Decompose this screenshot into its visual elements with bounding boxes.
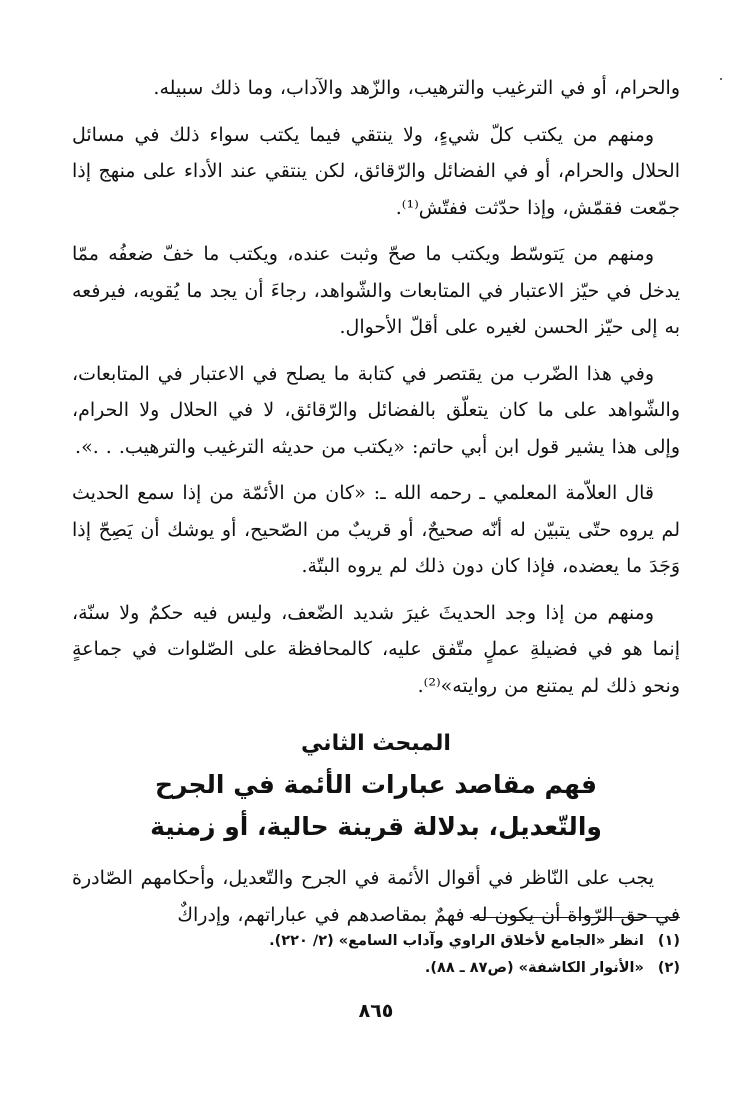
paragraph: ومنهم من يَتوسّط ويكتب ما صحّ وثبت عنده، ويكتب ما خفّ ضعفُه ممّا يدخل في حيّز الاعتبار في المتابعات والشّواهد، رجاءَ أن يجد ما يُقويه، فيرفعه به إلى حيّز الحسن لغيره على أقلّ الأحوال. xyxy=(72,243,680,338)
footnote-number: (١) xyxy=(657,933,680,949)
page-speck xyxy=(720,78,722,80)
footnote-text: انظر «الجامع لأخلاق الراوي وآداب السامع» (٢/ ٢٢٠). xyxy=(269,933,644,949)
paragraph: ومنهم من إذا وجد الحديثَ غيرَ شديد الضّعف، وليس فيه حكمٌ ولا سنّة، إنما هو في فضيلةِ عملٍ متّفق عليه، كالمحافظة على الصّلوات في جماعةٍ ونحو ذلك لم يمتنع من روايته»⁽²⁾. xyxy=(72,601,680,697)
paragraph-continuation: والحرام، أو في الترغيب والترهيب، والزّهد والآداب، وما ذلك سبيله. xyxy=(153,77,680,99)
footnotes xyxy=(72,928,680,982)
paragraph: وفي هذا الضّرب من يقتصر في كتابة ما يصلح في الاعتبار في المتابعات، والشّواهد على ما كان يتعلّق بالفضائل والرّقائق، لا في الحلال ولا الحرام، وإلى هذا يشير قول ابن أبي حاتم: «يكتب من حديثه الترغيب والترهيب. . .». xyxy=(72,362,680,458)
section-heading-line-2: فهم مقاصد عبارات الأئمة في الجرح xyxy=(154,770,598,799)
footnote-number: (٢) xyxy=(657,960,680,976)
section-heading-line-1: المبحث الثاني xyxy=(301,731,451,756)
footnote-separator xyxy=(470,917,680,918)
section-heading-line-3: والتّعديل، بدلالة قرينة حالية، أو زمنية xyxy=(150,812,602,841)
paragraph-closing: يجب على النّاظر في أقوال الأئمة في الجرح والتّعديل، وأحكامهم الصّادرة في حق الرّواة أن يكون له فهمٌ بمقاصدهم في عباراتهم، وإدراكٌ xyxy=(72,867,680,926)
footnote-2 xyxy=(72,955,680,982)
paragraph: ومنهم من يكتب كلّ شيءٍ، ولا ينتقي فيما يكتب سواء ذلك في مسائل الحلال والحرام، أو في الفضائل والرّقائق، لكن ينتقي عند الأداء على منهج إذا جمّعت فقمّش، وإذا حدّثت ففتّش⁽¹⁾. xyxy=(72,123,680,219)
footnote-text: «الأنوار الكاشفة» (ص٨٧ ـ ٨٨). xyxy=(424,960,644,976)
paragraph: قال العلاّمة المعلمي ـ رحمه الله ـ: «كان من الأئمّة من إذا سمع الحديث لم يروه حتّى يتبيّن له أنّه صحيحٌ، أو قريبٌ من الصّحيح، أو يوشك أن يَصِحّ إذا وَجَدَ ما يعضده، فإذا كان دون ذلك لم يروه البتّة. xyxy=(72,482,680,577)
footnote-1 xyxy=(72,928,680,955)
page-number: ٨٦٥ xyxy=(358,1000,394,1022)
section-heading xyxy=(72,724,680,848)
